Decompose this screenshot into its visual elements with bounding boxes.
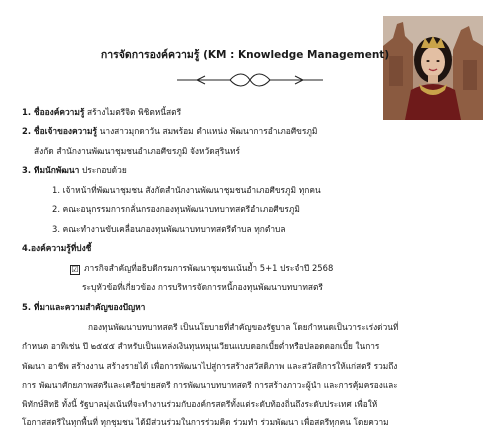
checkbox-checked-icon: ☑: [71, 265, 79, 274]
section-2: [22, 127, 317, 135]
ornamental-divider: [175, 71, 325, 89]
team-item-1: 1. เจ้าหน้าที่พัฒนาชุมชน สังกัดสำนักงานพัฒนาชุมชนอำเภอศีขรภูมิ ทุกคน: [52, 185, 321, 195]
section-2-label: 2. ชื่อเจ้าของความรู้: [22, 126, 97, 136]
section-2-value: นางสาวมุกดาวัน สมพร้อม ตำแหน่ง พัฒนาการอำเภอศีขรภูมิ: [96, 126, 318, 136]
paragraph-line: โอกาสสตรีในทุกพื้นที่ ทุกชุมชน ได้มีส่วนร่วมในการร่วมคิด ร่วมทำ ร่วมพัฒนา เพื่อสตรีทุกคน โดยความ: [22, 417, 389, 427]
team-item-3: 3. คณะทำงานขับเคลื่อนกองทุนพัฒนาบทบาทสตรีตำบล ทุกตำบล: [52, 224, 286, 234]
section-3-value: ประกอบด้วย: [79, 165, 127, 175]
section-4-line1: [70, 264, 333, 275]
section-3: [22, 166, 127, 174]
section-5-label: 5. ที่มาและความสำคัญของปัญหา: [22, 302, 146, 312]
section-4-line1-text: ภารกิจสำคัญที่อธิบดีกรมการพัฒนาชุมชนเน้นย้ำ 5+1 ประจำปี 2568: [84, 263, 334, 273]
section-2-line2: สังกัด สำนักงานพัฒนาชุมชนอำเภอศีขรภูมิ จังหวัดสุรินทร์: [34, 146, 241, 156]
section-4-label: 4.องค์ความรู้ที่บ่งชี้: [22, 243, 92, 253]
section-4-line2: ระบุหัวข้อที่เกี่ยวข้อง การบริหารจัดการหนี้กองทุนพัฒนาบทบาทสตรี: [82, 282, 323, 292]
document-title: การจัดการองค์ความรู้ (KM : Knowledge Management): [100, 49, 390, 61]
section-1-value: สร้างไมตรีจิต พิชิตหนี้สตรี: [84, 107, 182, 117]
paragraph-line: กำหนด อาทิเช่น ปี ๒๕๕๕ สำหรับเป็นแหล่งเงินทุนหมุนเวียนแบบดอกเบี้ยต่ำหรือปลอดดอกเบี้ย ในการ: [22, 341, 380, 351]
paragraph-line: การ พัฒนาศักยภาพสตรีและเครือข่ายสตรี การพัฒนาบทบาทสตรี การสร้างภาวะผู้นำ และการคุ้มครองและ: [22, 380, 398, 390]
section-1: [22, 108, 181, 116]
team-item-2: 2. คณะอนุกรรมการกลั่นกรองกองทุนพัฒนาบทบาทสตรีอำเภอศีขรภูมิ: [52, 204, 300, 214]
section-3-label: 3. ทีมนักพัฒนา: [22, 165, 80, 175]
section-1-label: 1. ชื่อองค์ความรู้: [22, 107, 85, 117]
paragraph-line: พิทักษ์สิทธิ ทั้งนี้ รัฐบาลมุ่งเน้นที่จะทำงานร่วมกับองค์กรสตรีทั้งแต่ระดับท้องถิ่นถึงระดับประเทศ เพื่อให้: [22, 399, 378, 409]
paragraph-line: พัฒนา อาชีพ สร้างงาน สร้างรายได้ เพื่อการพัฒนาไปสู่การสร้างสวัสดิภาพ และสวัสดิการให้แก่สตรี รวมถึง: [22, 361, 398, 371]
paragraph-line: กองทุนพัฒนาบทบาทสตรี เป็นนโยบายที่สำคัญของรัฐบาล โดยกำหนดเป็นวาระเร่งด่วนที่: [88, 322, 399, 332]
portrait-illustration: [383, 16, 483, 120]
author-portrait-photo: [383, 16, 483, 120]
